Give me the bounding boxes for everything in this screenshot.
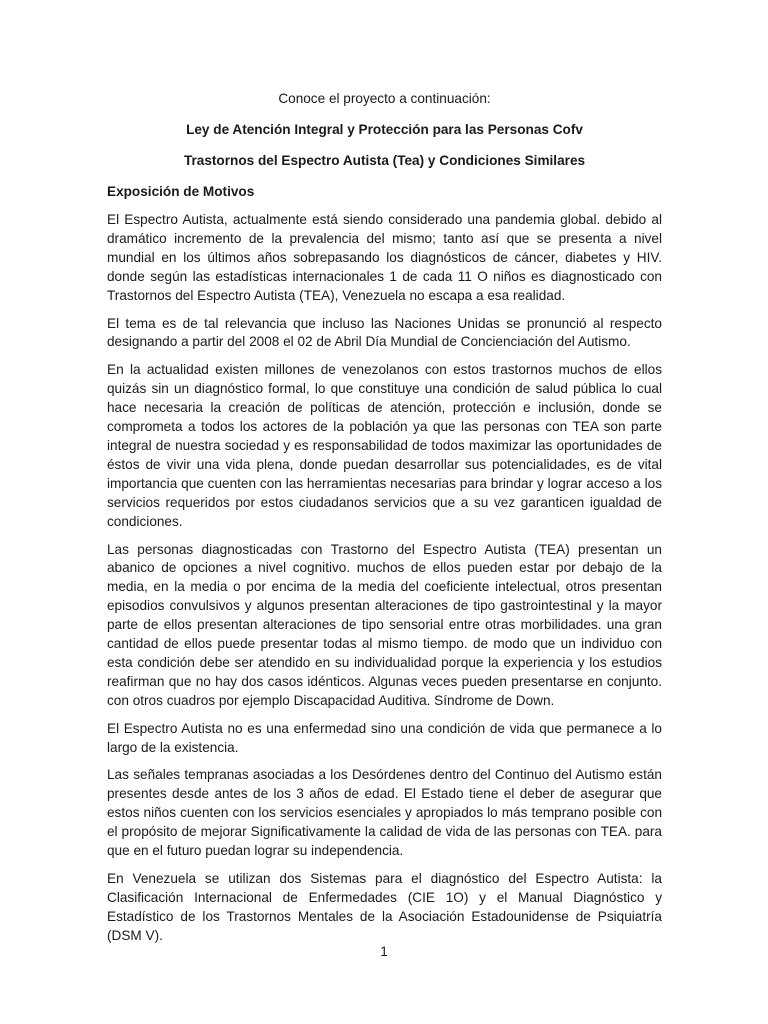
page-number: 1 (380, 944, 388, 959)
paragraph-3: En la actualidad existen millones de venezolanos con estos trastornos muchos de ellos quizás sin un diagnóstico formal, lo que constituye una condición de salud pública lo cual hace necesaria la creación de políticas de atención, protección e inclusión, donde se comprometa a todos los actores de la población ya que las personas con TEA son parte integral de nuestra sociedad y es responsabilidad de todos maximizar las oportunidades de éstos de vivir una vida plena, donde puedan desarrollar sus potencialidades, es de vital importancia que cuenten con las herramientas necesarias para brindar y lograr acceso a los servicios requeridos por estos ciudadanos servicios que a su vez garanticen igualdad de condiciones. (107, 362, 662, 529)
paragraph-6: Las señales tempranas asociadas a los Desórdenes dentro del Continuo del Autismo están presentes desde antes de los 3 años de edad. El Estado tiene el deber de asegurar que estos niños cuenten con los servicios esenciales y apropiados lo más temprano posible con el propósito de mejorar Significativamente la calidad de vida de las personas con TEA. para que en el futuro puedan lograr su independencia. (107, 767, 662, 859)
paragraph-7: En Venezuela se utilizan dos Sistemas para el diagnóstico del Espectro Autista: la Clasificación Internacional de Enfermedades (CIE 1O) y el Manual Diagnóstico y Estadístico de los Trastornos Mentales de la Asociación Estadounidense de Psiquiatría (DSM V). (107, 871, 662, 943)
paragraph-2: El tema es de tal relevancia que incluso las Naciones Unidas se pronunció al respecto designando a partir del 2008 el 02 de Abril Día Mundial de Concienciación del Autismo. (107, 315, 662, 350)
intro-line: Conoce el proyecto a continuación: (278, 91, 491, 106)
section-heading: Exposición de Motivos (107, 184, 255, 199)
document-title-line-1: Ley de Atención Integral y Protección para las Personas Cofv (186, 122, 583, 137)
paragraph-5: El Espectro Autista no es una enfermedad sino una condición de vida que permanece a lo largo de la existencia. (107, 720, 662, 755)
document-title-line-2: Trastornos del Espectro Autista (Tea) y Condiciones Similares (183, 153, 586, 168)
paragraph-1: El Espectro Autista, actualmente está siendo considerado una pandemia global. debido al dramático incremento de la prevalencia del mismo; tanto así que se presenta a nivel mundial en los últimos años sobrepasando los diagnósticos de cáncer, diabetes y HIV. donde según las estadísticas internacionales 1 de cada 11 O niños es diagnosticado con Trastornos del Espectro Autista (TEA), Venezuela no escapa a esa realidad. (107, 212, 662, 303)
paragraph-4: Las personas diagnosticadas con Trastorno del Espectro Autista (TEA) presentan un abanico de opciones a nivel cognitivo. muchos de ellos pueden estar por debajo de la media, en la media o por encima de la media del coeficiente intelectual, otros presentan episodios convulsivos y algunos presentan alteraciones de tipo gastrointestinal y la mayor parte de ellos presentan alteraciones de tipo sensorial entre otras morbilidades. una gran cantidad de ellos puede presentar todas al mismo tiempo. de modo que un individuo con esta condición debe ser atendido en su individualidad porque la experiencia y los estudios reafirman que no hay dos casos idénticos. Algunas veces pueden presentarse en conjunto. con otros cuadros por ejemplo Discapacidad Auditiva. Síndrome de Down. (107, 541, 662, 708)
